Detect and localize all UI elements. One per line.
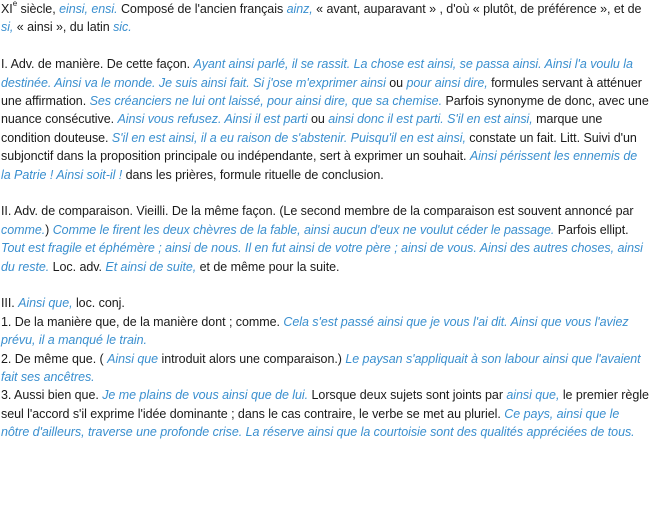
example-text: ainz, — [286, 2, 313, 16]
definition-text: II. Adv. de comparaison. Vieilli. De la même façon. (Le second membre de la comparaison est souvent annoncé par — [1, 204, 634, 219]
definition-text: Loc. adv. — [49, 259, 106, 274]
definition-text: marque une condition douteuse. — [1, 112, 603, 145]
definition-text: Parfois synonyme de donc, avec une nuance consécutive. — [1, 94, 649, 127]
definition-paragraph — [1, 0, 649, 37]
definition-text: et de même pour la suite. — [196, 259, 340, 274]
example-text: ainsi donc il est parti. S'il en est ainsi, — [328, 112, 533, 127]
example-text: Ses créanciers ne lui ont laissé, pour ainsi dire, que sa chemise. — [89, 94, 443, 109]
example-text: Comme le firent les deux chèvres de la fable, ainsi aucun d'eux ne voulut céder le passage. — [52, 222, 555, 237]
definition-text: Lorsque deux sujets sont joints par — [308, 388, 507, 403]
example-text: Tout est fragile et éphémère ; ainsi de nous. Il en fut ainsi de votre père ; ainsi de vous. Ainsi des autres choses, ainsi du reste. — [1, 241, 643, 274]
definition-text: loc. conj. — [72, 296, 125, 311]
definition-text: III. — [1, 296, 19, 311]
example-text: Et ainsi de suite, — [105, 259, 197, 274]
definition-text: « avant, auparavant » , d'où « plutôt, de préférence », et de — [312, 2, 642, 16]
definition-text: XI — [1, 2, 13, 16]
definition-text: dans les prières, formule rituelle de conclusion. — [122, 167, 384, 182]
definition-text: 1. De la manière que, de la manière dont ; comme. — [1, 314, 284, 329]
example-text: S'il en est ainsi, il a eu raison de s'abstenir. Puisqu'il en est ainsi, — [111, 130, 466, 145]
definition-text: siècle, — [17, 2, 60, 16]
example-text: Ainsi que — [107, 351, 159, 366]
definition-text: I. Adv. de manière. De cette façon. — [1, 57, 194, 72]
definition-text: le premier règle seul l'accord s'il exprime l'idée dominante ; dans le cas contraire, le verbe se met au pluriel. — [1, 388, 649, 421]
definition-paragraph — [1, 294, 649, 441]
definition-text: 2. De même que. ( — [1, 351, 108, 366]
example-text: si, — [1, 20, 14, 35]
example-text: ainsi que, — [506, 388, 560, 403]
example-text: Ainsi vous refusez. Ainsi il est parti — [117, 112, 308, 127]
definition-text: introduit alors une comparaison.) — [158, 351, 346, 366]
example-text: pour ainsi dire, — [406, 75, 488, 90]
example-text: einsi, ensi. — [59, 2, 118, 16]
definition-text: ) — [45, 222, 53, 237]
example-text: Ainsi que, — [18, 296, 73, 311]
example-text: Je me plains de vous ainsi que de lui. — [102, 388, 309, 403]
example-text: sic. — [113, 20, 132, 35]
definition-text: Composé de l'ancien français — [117, 2, 287, 16]
example-text: Ayant ainsi parlé, il se rassit. La chose est ainsi, se passa ainsi. Ainsi l'a voulu la destinée. Ainsi va le monde. Je suis ainsi fait. Si j'ose m'exprimer ainsi — [1, 57, 633, 90]
definition-paragraph — [1, 202, 649, 276]
superscript-text: e — [12, 0, 18, 8]
example-text: Le paysan s'appliquait à son labour ainsi que l'avaient fait ses ancêtres. — [1, 351, 641, 385]
definition-text: formules servant à atténuer une affirmation. — [1, 75, 642, 109]
example-text: Ce pays, ainsi que le nôtre d'ailleurs, traverse une profonde crise. La réserve ainsi que la courtoisie sont des qualités appréciées de tous. — [1, 406, 635, 440]
definition-text: 3. Aussi bien que. — [1, 388, 103, 403]
definition-text: ou — [307, 112, 329, 127]
definition-text: « ainsi », du latin — [13, 20, 114, 35]
definition-text: constate un fait. Litt. Suivi d'un subjonctif dans la proposition principale ou indépendante, sert à exprimer un souhait. — [1, 130, 637, 164]
example-text: Ainsi périssent les ennemis de la Patrie ! Ainsi soit-il ! — [1, 149, 638, 182]
definition-text: ou — [385, 75, 407, 90]
definition-paragraph — [1, 55, 649, 184]
definition-text: Parfois ellipt. — [554, 222, 629, 237]
example-text: Cela s'est passé ainsi que je vous l'ai dit. Ainsi que vous l'aviez prévu, il a manqué le train. — [1, 314, 629, 348]
example-text: comme. — [1, 222, 46, 237]
